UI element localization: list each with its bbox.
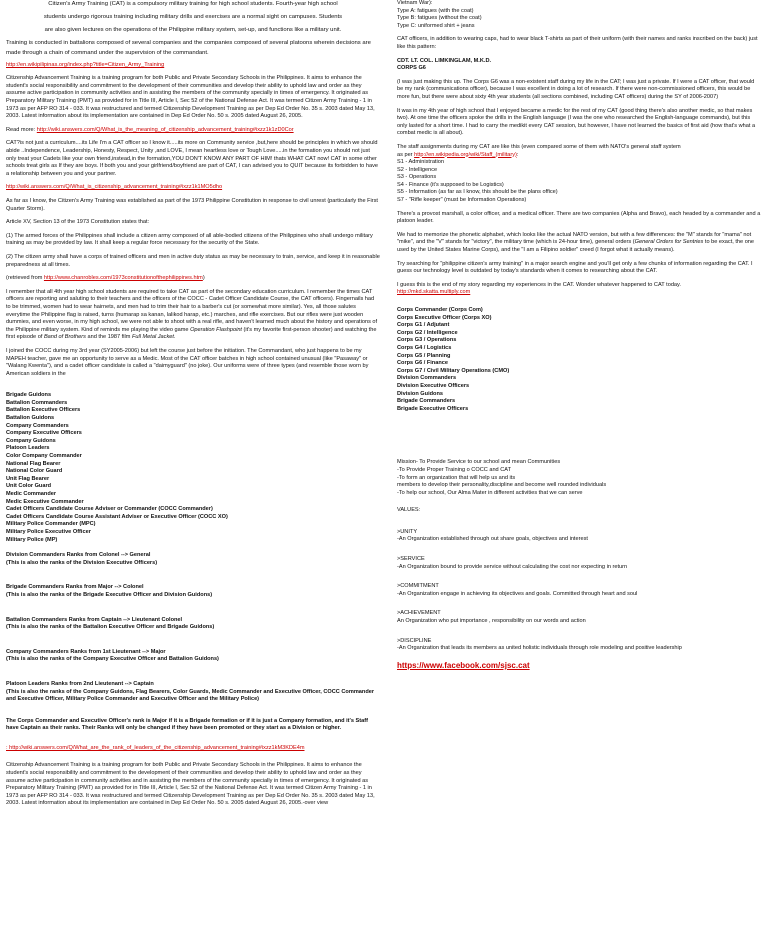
wikipilipinas-link[interactable]: http://en.wikipilipinas.org/index.php?title=Citizen_Army_Training <box>6 61 165 68</box>
phonetic-text: We had to memorize the phonetic alphabet, which looks like the actual NATO version, but with a few differences: the "M" stands for "mama" not "mike", and the "V" stands for "victory", the military time (which is 24-hour time), general orders ( <box>397 231 752 246</box>
film-title: Full Metal Jacket <box>131 334 174 341</box>
citizenship-training-paragraph: Citizenship Advancement Training is a training program for both Public and Private Secondary Schools in the Philippines. It aims to enhance the student's social responsibility and commitment to the development of their communities and develop their ability to uphold law and order as they assume active participation in community activities and in assisting the members of the community specially in times of emergency. It originated as Preparatory Military Training (PMT) as provided for in Title III, Article I, Sec 52 of the National Defense Act. It was termed Citizen Army Training - 1 in 1973 as per AFP RO 314 - 033. It was restructured and termed Citizenship Development Training as per Dep Ed Order No. 35 s. 2003 dated May 13, 2003. Latest information about its implementation are contained in Dep Ed Order No. 50 s. 2005 dated August 26, 2005. <box>6 75 375 120</box>
corps-item: Corps G3 / Operations <box>397 337 457 344</box>
rank-item: Company Commanders <box>6 422 69 429</box>
rank-block-title: Battalion Commanders Ranks from Captain --> Lieutenant Colonel <box>6 616 183 623</box>
staff-intro-prefix: as per <box>397 151 415 158</box>
remember-text: I remember that all 4th year high school students are required to take CAT as part of the secondary education curriculum. I remember the times CAT officers are reporting and saluting to their teachers and the officers of the COCC - Cadet Officer Candidate Course, the CAT officers). Fingernails had to be trimmed, women had to wear hairnets, and men had to trim their hair to a barber's cut (or somewhat more similar). Yes, all those salutes everytime the Philippine flag is raised, turns (humarap sa kanan, lalikod harap, etc.) marches, and rifle exercises. But our rifles were just wooden dummies, and even worse, in my high school, we were not able to shoot with a real rifle, and haven't learned much about the history and operations of the Philippine military system. Kind of reminds me playing the video game <box>6 288 378 333</box>
show-title: Band of Brothers <box>43 334 86 341</box>
game-title: Operation Flashpoint <box>190 326 242 333</box>
staff-item: S3 - Operations <box>397 174 437 181</box>
value-desc: -An Organization bound to provide service without calculating the cost nor expecting in return <box>397 563 628 570</box>
staff-item: S1 - Administration <box>397 159 444 166</box>
rank-item: Company Guidons <box>6 437 56 444</box>
rank-block-note: (This is also the ranks of the Brigade Executive Officer and Division Guidons) <box>6 591 213 598</box>
rank-item: Medic Commander <box>6 491 57 498</box>
retrieved-prefix: (retrieved from <box>6 275 44 282</box>
staff-list <box>397 159 761 205</box>
medic-paragraph: It was in my 4th year of high school that I enjoyed became a medic for the rest of my CAT (good thing there's also another medic, so that makes two). At one time the officers spoke the drills in the English language (I was the one who researched the English-language commands), but this only lasted for a short time. I had to carry the medikit every CAT session, but however, I have not learned the basics of first aid (how that's what a combat medic is all about). <box>397 107 756 137</box>
corps-item: Corps G7 / Civil Military Operations (CMO) <box>397 367 510 374</box>
tshirt-paragraph: CAT officers, in addition to wearing caps, had to wear black T-shirts as part of their uniform (with their names and ranks inscribed on the back) just like this pattern: <box>397 36 758 50</box>
value-desc: -An Organization engage in achieving its objectives and goals. Committed through heart and soul <box>397 590 638 597</box>
corps-item: Corps G5 / Planning <box>397 352 451 359</box>
values-title: VALUES: <box>397 507 421 514</box>
left-column <box>6 0 380 814</box>
staff-item: S7 - "Rifle keeper" (must be Information Operations) <box>397 197 527 204</box>
value-discipline <box>397 638 761 653</box>
corps-item: Brigade Executive Officers <box>397 405 469 412</box>
remember-text-end: . <box>173 334 176 341</box>
phonetic-text-end: to be exact, the one used by the United States Marine Corps), and the "I am a Filipino soldier" creed (I forgot what it actually means). <box>397 239 755 254</box>
uniform-line: Vietnam War): <box>397 0 433 6</box>
rank-item: Unit Flag Bearer <box>6 475 50 482</box>
intro-line-2: students undergo rigorous training including military drills and exercises are a normal sight on campuses. Students <box>43 14 343 21</box>
intro-section <box>6 0 380 58</box>
staff-item: S4 - Finance (it's supposed to be Logistics) <box>397 181 504 188</box>
corps-item: Division Commanders <box>397 375 457 382</box>
value-service <box>397 556 761 571</box>
rank-block-division <box>6 552 380 567</box>
pattern-line: CORPS G6 <box>397 65 426 72</box>
value-name: >COMMITMENT <box>397 583 439 590</box>
rank-item: Brigade Guidons <box>6 392 52 399</box>
cat-life-paragraph: CAT?is not just a curriculum....its Life I'm a CAT officer so I know it.....its more on Community service ,but,here should be principles in which we should abide ..Independence, Leadership, Honesty, Respect, Unity ,and LOVE, I mean heartless love or Tough Love.....in the formation you should not just only treat your Cadets like your own friend,instead,in the formation,YOU DON'T KNOW ANY PART OF HIM! thats WHAT CAT now! CAT in some other schools treat girls as If they are boys. If both you and your girlfriend/boyfriend are part of CAT, I can advised you to QUIT because its forbidden to have a relationship between you and your partner. <box>6 140 378 177</box>
uniform-line: Type B: fatigues (without the coat) <box>397 15 482 22</box>
rank-item: Platoon Leaders <box>6 445 50 452</box>
corps-item: Corps G2 / Intelligence <box>397 329 458 336</box>
end-of-story-text: I guess this is the end of my story regarding my experiences in the CAT. Wonder whatever happened to CAT today. <box>397 281 681 288</box>
rank-block-note: (This is also the ranks of the Battalion Executive Officer and Brigade Guidons) <box>6 624 215 631</box>
intro-line-1: Citizen's Army Training (CAT) is a compulsory military training for high school students. Fourth-year high school <box>48 1 338 7</box>
corps-item: Division Guidons <box>397 390 443 397</box>
corps-list <box>397 307 761 413</box>
value-name: >ACHIEVEMENT <box>397 610 441 617</box>
corps-item: Corps G6 / Finance <box>397 360 448 367</box>
read-more-label: Read more: <box>6 126 37 133</box>
value-unity <box>397 529 761 544</box>
staff-intro-suffix: : <box>516 151 519 158</box>
general-orders-title: General Orders for Sentries <box>634 239 704 246</box>
uniform-line: Type C: uniformed shirt + jeans <box>397 22 475 29</box>
phonetic-paragraph <box>397 232 761 255</box>
multiply-link[interactable]: http://mkd.skatta.multiply.com <box>397 289 471 296</box>
corps-item: Corps Commander (Corps Com) <box>397 307 483 313</box>
rank-block-note: (This is also the ranks of the Division Executive Officers) <box>6 559 158 566</box>
mission-line: -To form an organization that will help us and its <box>397 474 516 481</box>
rank-block-platoon: Platoon Leaders Ranks from 2nd Lieutenant --> Captain (This is also the ranks of the Company Guidons, Flag Bearers, Color Guards, Medic Commander and Executive Officer, COCC Commander and Executive Officer, Military Police Commander and Executive Officer and the Military Police) <box>6 680 375 703</box>
rank-item: Cadet Officers Candidate Course Assistant Adviser or Executive Officer (COCC XO) <box>6 513 228 520</box>
pattern-line: CDT. LT. COL. LIMKINGLAM, M.K.D. <box>397 57 492 64</box>
article-clause-1: (1) The armed forces of the Philippines shall include a citizen army composed of all able-bodied citizens of the Philippines who shall undergo military training as may be provided by law. It shall keep a regular force necessary for the security of the State. <box>6 232 373 247</box>
rank-block-note: (This is also the ranks of the Company Executive Officer and Battalion Guidons) <box>6 656 219 663</box>
mission-line: members to develop their personality,discipline and become well rounded individuals <box>397 482 607 489</box>
corps-item: Corps G4 / Logistics <box>397 344 452 351</box>
value-name: >UNITY <box>397 528 418 535</box>
article-xv-paragraph: Article XV, Section 13 of the 1973 Constitution states that: <box>6 219 150 226</box>
article-clause-2: (2) The citizen army shall have a corps of trained officers and men in active duty status as may be necessary to train, service, and keep it in reasonable preparedness at all times. <box>6 253 380 268</box>
value-name: >SERVICE <box>397 556 425 563</box>
mission-line: -To help our school, Our Alma Mater in different activities that we can serve <box>397 489 583 496</box>
staff-intro <box>397 144 761 159</box>
remember-text-and: and the 1987 film <box>85 334 132 341</box>
staff-item: S2 - Intelligence <box>397 166 438 173</box>
read-more-line <box>6 127 380 135</box>
rank-item: National Color Guard <box>6 468 63 475</box>
rank-leaders-link[interactable]: : http://wiki.answers.com/Q/What_are_the_rank_of_leaders_of_the_citizenship_advancement_training#ixzz1kM3KDE4m <box>6 744 305 751</box>
value-desc: -An Organization established through out share goals, objectives and interest <box>397 536 588 543</box>
value-desc: -An Organization that leads its members as united holistic individuals through role modeling and positive leadership <box>397 645 682 652</box>
search-paragraph: Try searching for "philippine citizen's army training" in a major search engine and you'll get only a few chunks of information regarding the CAT. I guess our technology level is outdated by today's standards when it comes to researching about the CAT. <box>397 260 753 275</box>
rank-item: Color Company Commander <box>6 453 82 460</box>
corps-item: Corps Executive Officer (Corps XO) <box>397 314 492 321</box>
rank-item: Company Executive Officers <box>6 430 82 437</box>
tshirt-pattern <box>397 58 761 73</box>
rank-block-title: Brigade Commanders Ranks from Major --> Colonel <box>6 584 144 591</box>
constitution-paragraph: As far as I know, the Citizen's Army Training was established as part of the 1973 Philippine Constitution in response to civil unrest (particularly the First Quarter Storm). <box>6 198 378 212</box>
corps-commander-paragraph: The Corps Commander and Executive Officer's rank is Major if it is a Brigade formation or if it is just a Company formation, and it's Staff have Captain as their ranks. Their Ranks will only be changed if they have been promoted or they start as a Division or higher. <box>6 717 368 732</box>
rank-block-battalion <box>6 617 380 632</box>
rank-item: Battalion Commanders <box>6 399 68 406</box>
rank-item: Military Police Commander (MPC) <box>6 521 96 528</box>
corps-g6-paragraph: (I was just making this up. The Corps G6 was a non-existent staff during my life in the CAT; I was just a private. If I were a CAT officer, that would be my rank (communications officer), because I was excellent in doing a lot of research. If there were non-commissioned officers, this would be more fun, but there were about sixty 4th year students (all sections combined, including CAT officers) during the SY of 2006-2007) <box>397 78 755 100</box>
read-more-link[interactable]: http://wiki.answers.com/Q/What_is_the_meaning_of_citizenship_advancement_training#ixzz1k1zD0Cor <box>36 126 294 133</box>
intro-line-4: Training is conducted in battalions composed of several companies and the companies composed of several platoons wherein decisions are made through a chain of command under the supervision of the commandant. <box>6 40 371 56</box>
corps-item: Division Executive Officers <box>397 382 470 389</box>
corps-item: Brigade Commanders <box>397 398 456 405</box>
value-commitment <box>397 583 761 598</box>
rank-item: Battalion Guidons <box>6 415 55 422</box>
mission-line: Mission- To Provide Service to our school and mean Communities <box>397 459 561 466</box>
rank-item: Battalion Executive Officers <box>6 407 81 414</box>
rank-block-company <box>6 649 380 664</box>
staff-intro-line: The staff assignments during my CAT are like this (even compared some of them with NATO's general staff system <box>397 143 681 150</box>
retrieved-suffix: ) <box>202 275 205 282</box>
right-column <box>397 0 761 672</box>
value-name: >DISCIPLINE <box>397 637 432 644</box>
mission-section <box>397 459 761 497</box>
corps-item: Corps G1 / Adjutant <box>397 322 450 329</box>
end-of-story <box>397 282 761 297</box>
value-desc: An Organization who put importance , responsibility on our words and action <box>397 618 586 625</box>
rank-item: Unit Color Guard <box>6 483 52 490</box>
wiki-answers-link[interactable]: http://wiki.answers.com/Q/What_is_citizenship_advancement_training#ixzz1k1MO5dho <box>6 184 223 191</box>
value-achievement <box>397 610 761 625</box>
citizenship-overview-paragraph: Citizenship Advancement Training is a training program for both Public and Private Secondary Schools in the Philippines. It aims to enhance the student's social responsibility and commitment to the development of their communities and develop their ability to uphold law and order as they assume active participation in community activities and in assisting the members of the community specially in times of emergency. It originated as Preparatory Military Training (PMT) as provided for in Title III, Article I, Sec 52 of the National Defense Act. It was termed Citizen Army Training - 1 in 1973 as per AFP RO 314 - 033. It was restructured and termed Citizenship Development Training as per Dep Ed Order No. 35 s. 2003 dated May 13, 2003. Latest information about its implementation are contained in Dep Ed Order No. 50 s. 2005 dated August 26, 2005.-over view <box>6 762 375 807</box>
mission-line: -To Provide Proper Training o COCC and CAT <box>397 466 511 473</box>
rank-item: Cadet Officers Candidate Course Adviser or Commander (COCC Commander) <box>6 506 213 513</box>
staff-item: S5 - Information (as far as I know, this should be the plans office) <box>397 189 558 196</box>
staff-intro-line-2 <box>397 152 761 160</box>
cocc-paragraph: I joined the COCC during my 3rd year (SY2005-2006) but left the course just before the initiation. The Commandant, who just happens to be my MAPEH teacher, gave me an opportunity to serve as a Medic. Most of the CAT officer batches in high school contained unusual (like "Pasaway" or "Walang Kwenta"), and a cadet officer candidate is called a "daimyguard" (no joke). Our uniforms were of three types (and resemble those worn by American soldiers in the <box>6 347 369 377</box>
rank-item: Military Police Executive Officer <box>6 528 91 535</box>
intro-line-3: are also given lectures on the operations of the Philippine military system, set-up, and functions like a military unit. <box>44 27 342 34</box>
uniform-types <box>397 0 761 30</box>
wikipedia-staff-link[interactable]: http://en.wikipedia.org/wiki/Staff_(military) <box>414 151 517 158</box>
uniform-line: Type A: fatigues (with the coat) <box>397 7 474 14</box>
rank-item: National Flag Bearer <box>6 460 61 467</box>
rank-item: Medic Executive Commander <box>6 498 84 505</box>
remember-paragraph <box>6 289 380 342</box>
facebook-link[interactable]: https://www.facebook.com/sjsc.cat <box>397 660 530 670</box>
officers-paragraph: There's a provost marshall, a color officer, and a medical officer. There are two companies (Alpha and Bravo), each headed by a commander and a platoon leader. <box>397 210 761 225</box>
rank-block-brigade <box>6 584 380 599</box>
remember-text-mid: (it's my favorite first-person shooter) and watching the first episode of <box>6 326 377 341</box>
rank-item: Military Police (MP) <box>6 536 58 543</box>
rank-block-title: Company Commanders Ranks from 1st Lieutenant --> Major <box>6 648 166 655</box>
rank-block-title: Division Commanders Ranks from Colonel --> General <box>6 552 151 559</box>
retrieved-line <box>6 275 380 283</box>
chanrobles-link[interactable]: http://www.chanrobles.com/1973constitutionofthephilippines.htm <box>43 275 203 282</box>
ranks-list <box>6 392 380 544</box>
